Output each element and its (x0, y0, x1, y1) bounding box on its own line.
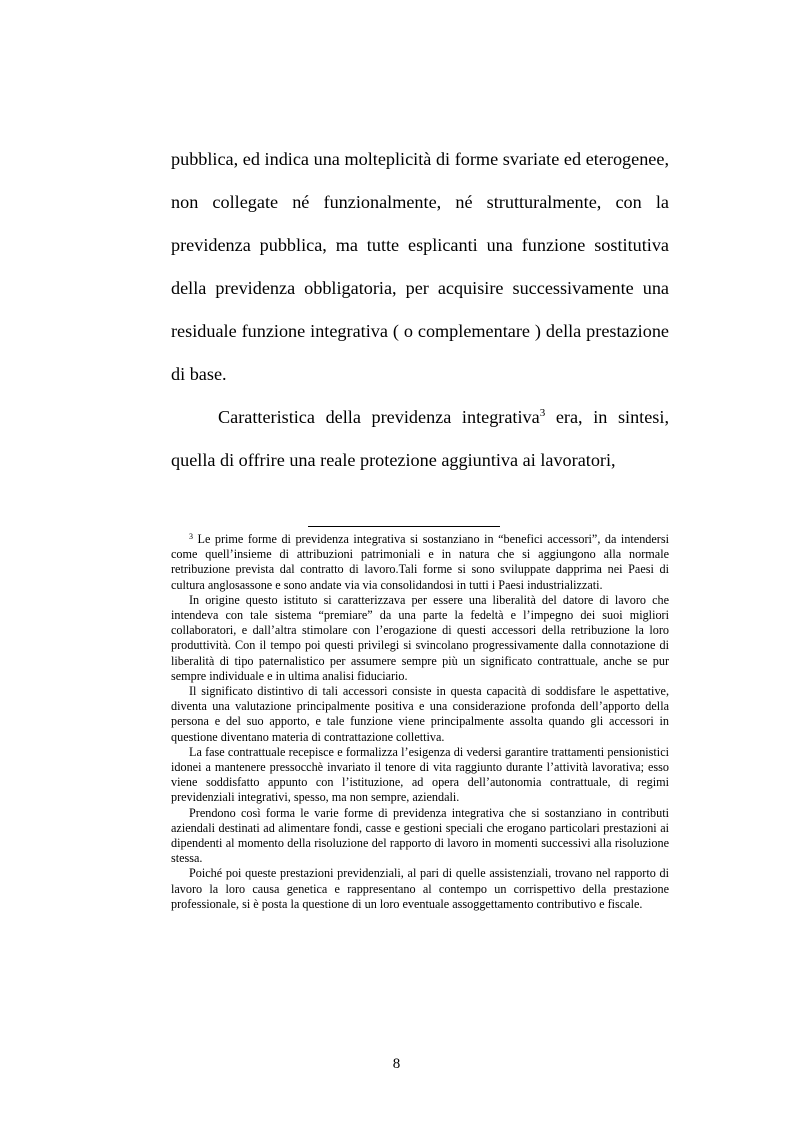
footnote-block (171, 532, 669, 912)
footnote-paragraph: Poiché poi queste prestazioni previdenziali, al pari di quelle assistenziali, trovano nel rapporto di lavoro la loro causa genetica e rappresentano al contempo un corrispettivo della prestazione professionale, si è posta la questione di un loro eventuale assoggettamento contributivo e fiscale. (171, 866, 669, 911)
footnote-text: Le prime forme di previdenza integrativa si sostanziano in “benefici accessori”, da intendersi come quell’insieme di attribuzioni patrimoniali e in natura che si aggiungono alla normale retribuzione prevista dal contratto di lavoro.Tali forme si sono sviluppate dapprima nei Paesi di cultura anglosassone e sono andate via via consolidandosi in tutti i Paesi industrializzati. (171, 532, 669, 592)
footnote-paragraph: In origine questo istituto si caratterizzava per essere una liberalità del datore di lavoro che intendeva con tale sistema “premiare” da una parte la fedeltà e l’impegno dei suoi migliori collaboratori, e dall’altra stimolare con l’erogazione di questi accessori della retribuzione la loro produttività. Con il tempo poi questi privilegi si svincolano progressivamente dalla connotazione di liberalità di tipo paternalistico per assumere sempre più un significato contrattuale, anche se pur sempre individuale e in ultima analisi fiduciario. (171, 592, 669, 683)
footnote-paragraph: Il significato distintivo di tali accessori consiste in questa capacità di soddisfare le aspettative, diventa una valutazione principalmente positiva e una considerazione profonda dell’apporto della persona e del suo apporto, e tale funzione viene principalmente assolta quando gli accessori in questione diventano materia di contrattazione collettiva. (171, 684, 669, 744)
footnote-paragraph: La fase contrattuale recepisce e formalizza l’esigenza di vedersi garantire trattamenti pensionistici idonei a mantenere pressocchè invariato il tenore di vita raggiunto durante l’attività lavorativa; esso viene soddisfatto appunto con l’istituzione, ad opera dell’autonomia contrattuale, di regimi previdenziali integrativi, spesso, ma non sempre, aziendali. (171, 744, 669, 805)
footnote-number: 3 (189, 532, 193, 541)
body-paragraph: pubblica, ed indica una molteplicità di forme svariate ed eterogenee, non collegate né funzionalmente, né strutturalmente, con la previdenza pubblica, ma tutte esplicanti una funzione sostitutiva della previdenza obbligatoria, per acquisire successivamente una residuale funzione integrativa ( o complementare ) della prestazione di base. (171, 149, 669, 384)
body-paragraph-text: Caratteristica della previdenza integrativa (218, 407, 540, 427)
footnote-paragraph (171, 532, 669, 593)
footnote-reference[interactable]: 3 (539, 407, 546, 419)
footnote-separator (308, 526, 500, 527)
footnote-paragraph: Prendono così forma le varie forme di previdenza integrativa che si sostanziano in contributi aziendali destinati ad alimentare fondi, casse e gestioni speciali che erogano particolari prestazioni ai dipendenti al momento della risoluzione del rapporto di lavoro in momenti successivi alla risoluzione stessa. (171, 805, 669, 866)
page-number: 8 (392, 1056, 401, 1072)
body-paragraph (171, 396, 669, 482)
body-paragraph-text: era, in sintesi, quella di offrire una reale protezione aggiuntiva ai lavoratori, (171, 407, 669, 470)
body-text (171, 138, 669, 482)
